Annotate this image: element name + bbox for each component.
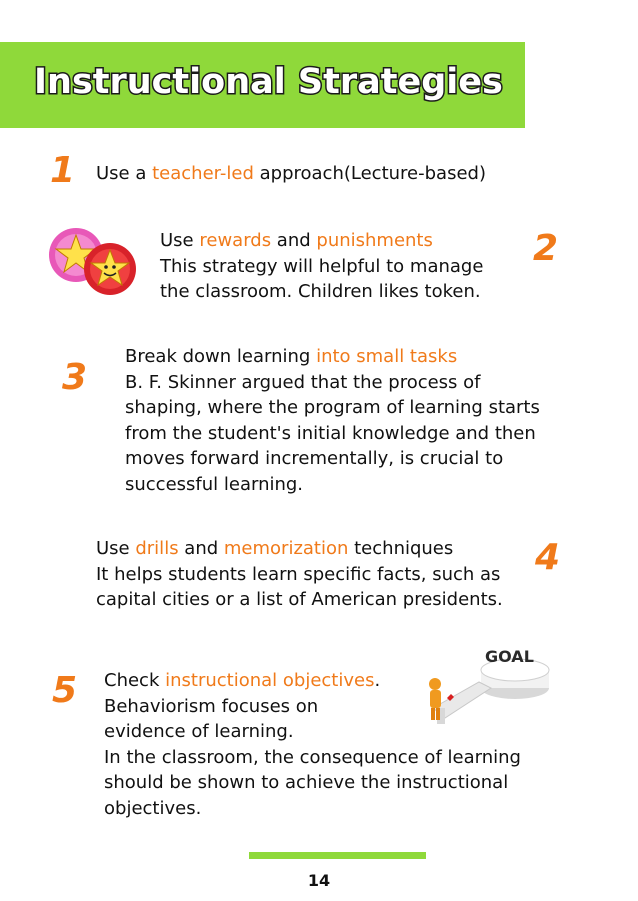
item-3-line-3: shaping, where the program of learning starts [125,397,540,418]
page-number: 14 [307,871,331,890]
item-number-4: 4 [535,537,561,578]
item-number-3: 3 [62,357,88,398]
item-4-line-3: capital cities or a list of American presidents. [96,589,503,610]
item-5-line-2: Behaviorism focuses on [104,695,319,717]
page-title: Instructional Strategies [34,62,503,102]
item-number-2: 2 [533,228,559,269]
item-3-line-2: B. F. Skinner argued that the process of [125,371,481,393]
reward-stickers-icon [48,225,138,297]
item-3-line-1: Break down learning into small tasks [125,346,458,367]
item-2-line-3: the classroom. Children likes token. [160,281,481,302]
item-3-line-4: from the student's initial knowledge and then [125,422,536,444]
item-3-line-5: moves forward incrementally, is crucial to [125,448,504,469]
item-2-line-2: This strategy will helpful to manage [160,255,484,277]
goal-label: GOAL [485,648,534,666]
item-1-text [96,161,486,187]
item-5-line-4: In the classroom, the consequence of learning [104,746,521,768]
item-1-line-1: Use a teacher-led approach(Lecture-based) [96,163,486,184]
item-number-5: 5 [52,670,78,711]
item-number-1: 1 [50,150,76,191]
item-4-line-2: It helps students learn specific facts, such as [96,563,501,585]
item-3-line-6: successful learning. [125,473,304,495]
item-5-line-3: evidence of learning. [104,721,294,742]
item-5-line-1: Check instructional objectives. [104,670,381,691]
item-5-text [104,668,521,821]
item-5-line-6: objectives. [104,797,202,819]
item-2-text [160,228,483,305]
item-4-line-1: Use drills and memorization techniques [96,538,454,559]
item-5-line-5: should be shown to achieve the instructional [104,772,509,793]
item-4-text [96,536,503,613]
item-3-text [125,344,540,497]
footer-bar [249,852,426,859]
item-2-line-1: Use rewards and punishments [160,230,433,251]
